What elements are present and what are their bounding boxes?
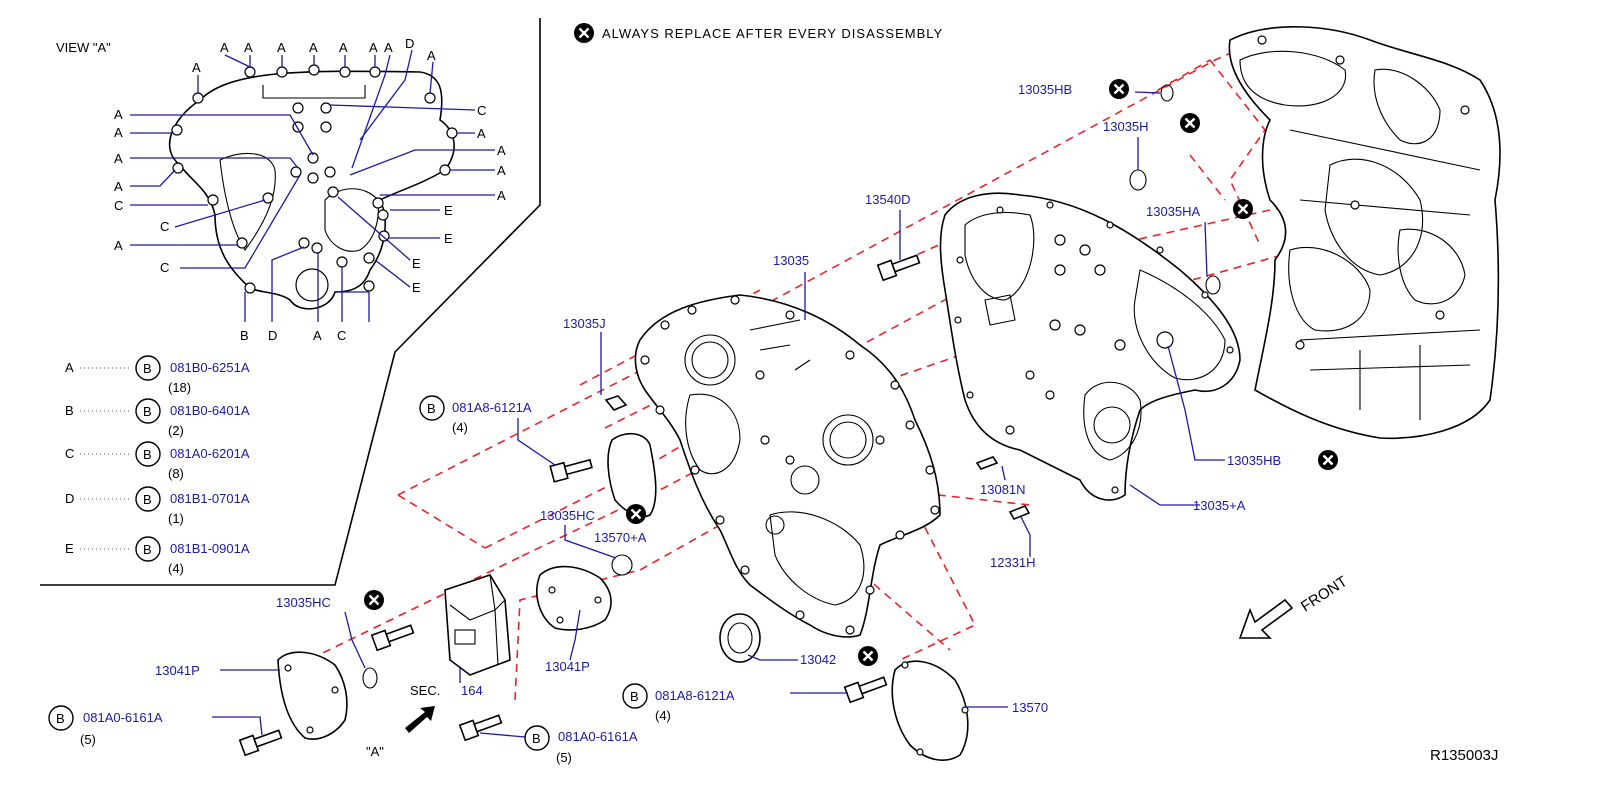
x-circle-icon xyxy=(626,504,646,524)
diagram-id: R135003J xyxy=(1430,747,1499,764)
bolt-b-icon xyxy=(525,726,549,750)
svg-text:C: C xyxy=(337,328,347,343)
gasket-13570-a xyxy=(608,434,656,517)
legend-row xyxy=(65,399,250,438)
svg-text:A: A xyxy=(114,125,123,140)
legend-quantity: (2) xyxy=(168,423,184,438)
gasket-13570 xyxy=(892,661,968,760)
o-ring-13035ha xyxy=(1206,276,1220,294)
engine-block xyxy=(1229,27,1500,438)
x-circle-icon xyxy=(574,23,594,43)
bolt-13540d xyxy=(878,252,921,281)
legend-part-number: 081A0-6201A xyxy=(170,446,250,461)
bolt-legend xyxy=(65,356,250,576)
label-13035ha: 13035HA xyxy=(1146,204,1201,219)
label-081a0-left: 081A0-6161A xyxy=(83,710,163,725)
legend-quantity: (8) xyxy=(168,466,184,481)
legend-row xyxy=(65,442,250,481)
legend-letter: D xyxy=(65,491,75,506)
bolt-b-letter: B xyxy=(143,361,152,376)
svg-text:B: B xyxy=(240,328,249,343)
qty-081a8-upper: (4) xyxy=(452,420,468,435)
label-13035hb-right: 13035HB xyxy=(1227,453,1282,468)
legend-row xyxy=(65,356,250,395)
o-ring-13035hb-top xyxy=(1161,85,1173,101)
svg-text:D: D xyxy=(268,328,278,343)
o-ring-13035hc-low xyxy=(363,668,377,688)
dowel-13035j xyxy=(606,396,626,410)
o-ring-13035h xyxy=(1130,170,1146,190)
label-13035a: 13035+A xyxy=(1193,498,1246,513)
svg-text:D: D xyxy=(405,36,415,51)
qty-081a8-lower: (4) xyxy=(655,708,671,723)
sensor-module xyxy=(445,575,510,675)
legend-quantity: (18) xyxy=(168,380,192,395)
svg-text:A: A xyxy=(244,40,253,55)
x-circle-icon xyxy=(858,646,878,666)
svg-text:B: B xyxy=(630,689,639,704)
bolt-b-letter: B xyxy=(143,492,152,507)
svg-text:A: A xyxy=(477,126,486,141)
svg-text:A: A xyxy=(384,40,393,55)
legend-letter: E xyxy=(65,541,74,556)
svg-text:E: E xyxy=(412,256,421,271)
view-a-panel xyxy=(40,18,540,585)
svg-text:B: B xyxy=(56,711,65,726)
label-sec-prefix: SEC. xyxy=(410,683,441,698)
svg-text:A: A xyxy=(114,179,123,194)
label-13035j: 13035J xyxy=(563,316,606,331)
svg-text:A: A xyxy=(497,163,506,178)
bolt-b-letter: B xyxy=(143,447,152,462)
x-circle-icon xyxy=(364,590,384,610)
qty-081a0-mid: (5) xyxy=(556,750,572,765)
svg-text:E: E xyxy=(412,280,421,295)
label-081a8-lower: 081A8-6121A xyxy=(655,688,735,703)
svg-text:A: A xyxy=(369,40,378,55)
qty-081a0-left: (5) xyxy=(80,732,96,747)
label-12331h: 12331H xyxy=(990,555,1036,570)
svg-text:A: A xyxy=(114,238,123,253)
svg-text:B: B xyxy=(427,401,436,416)
rear-timing-cover xyxy=(940,193,1240,500)
bolt-081a8-upper xyxy=(550,456,593,482)
view-a-crank-hole xyxy=(296,269,328,301)
svg-text:A: A xyxy=(339,40,348,55)
label-13035h: 13035H xyxy=(1103,119,1149,134)
bolt-b-icon xyxy=(49,706,73,730)
arrow-to-view-a xyxy=(405,706,435,733)
legend-row xyxy=(65,537,250,576)
label-sec-number: 164 xyxy=(461,683,483,698)
svg-text:A: A xyxy=(220,40,229,55)
svg-text:A: A xyxy=(427,48,436,63)
svg-text:A: A xyxy=(497,188,506,203)
label-13570a: 13570+A xyxy=(594,530,647,545)
dowel-13081n xyxy=(977,457,997,469)
legend-quantity: (4) xyxy=(168,561,184,576)
bolt-081a0-mid xyxy=(460,712,503,741)
svg-text:A: A xyxy=(309,40,318,55)
legend-quantity: (1) xyxy=(168,511,184,526)
svg-text:A: A xyxy=(114,107,123,122)
label-13035: 13035 xyxy=(773,253,810,268)
label-13035hc-mid: 13035HC xyxy=(540,508,595,523)
legend-letter: A xyxy=(65,360,74,375)
svg-text:C: C xyxy=(160,260,170,275)
front-timing-cover xyxy=(635,295,940,637)
label-13041p-mid: 13041P xyxy=(545,659,590,674)
label-13035hc-low: 13035HC xyxy=(276,595,331,610)
svg-text:C: C xyxy=(477,103,487,118)
svg-text:C: C xyxy=(114,198,124,213)
x-circle-icon xyxy=(1109,79,1129,99)
oil-seal-13042 xyxy=(720,614,760,662)
svg-text:B: B xyxy=(532,731,541,746)
view-a-title: VIEW "A" xyxy=(56,40,111,55)
bolt-b-letter: B xyxy=(143,542,152,557)
front-arrow-icon xyxy=(1240,573,1351,638)
label-13042: 13042 xyxy=(800,652,837,667)
svg-text:C: C xyxy=(160,219,170,234)
label-081a8-upper: 081A8-6121A xyxy=(452,400,532,415)
label-view-a-ref: "A" xyxy=(366,744,384,759)
label-081a0-mid: 081A0-6161A xyxy=(558,729,638,744)
svg-text:A: A xyxy=(313,328,322,343)
legend-part-number: 081B1-0701A xyxy=(170,491,250,506)
front-label: FRONT xyxy=(1297,572,1351,616)
label-13081n: 13081N xyxy=(980,482,1026,497)
dowel-12331h xyxy=(1010,506,1029,519)
bolt-b-icon xyxy=(420,396,444,420)
legend-part-number: 081B0-6251A xyxy=(170,360,250,375)
svg-text:A: A xyxy=(277,40,286,55)
x-circle-icon xyxy=(1233,199,1253,219)
legend-part-number: 081B0-6401A xyxy=(170,403,250,418)
label-13570: 13570 xyxy=(1012,700,1049,715)
x-circle-icon xyxy=(1318,450,1338,470)
legend-row xyxy=(65,487,250,526)
replace-notice xyxy=(574,23,943,43)
svg-text:A: A xyxy=(114,151,123,166)
legend-letter: B xyxy=(65,403,74,418)
svg-text:A: A xyxy=(497,143,506,158)
svg-text:E: E xyxy=(444,231,453,246)
bolt-081a8-lower xyxy=(845,674,888,703)
legend-letter: C xyxy=(65,446,75,461)
legend-part-number: 081B1-0901A xyxy=(170,541,250,556)
svg-text:E: E xyxy=(444,203,453,218)
label-13041p-left: 13041P xyxy=(155,663,200,678)
bolt-b-icon xyxy=(623,684,647,708)
bolt-b-letter: B xyxy=(143,404,152,419)
label-13540d: 13540D xyxy=(865,192,911,207)
notice-text: ALWAYS REPLACE AFTER EVERY DISASSEMBLY xyxy=(602,26,944,41)
label-13035hb-top: 13035HB xyxy=(1018,82,1073,97)
svg-text:A: A xyxy=(192,60,201,75)
x-circle-icon xyxy=(1180,113,1200,133)
